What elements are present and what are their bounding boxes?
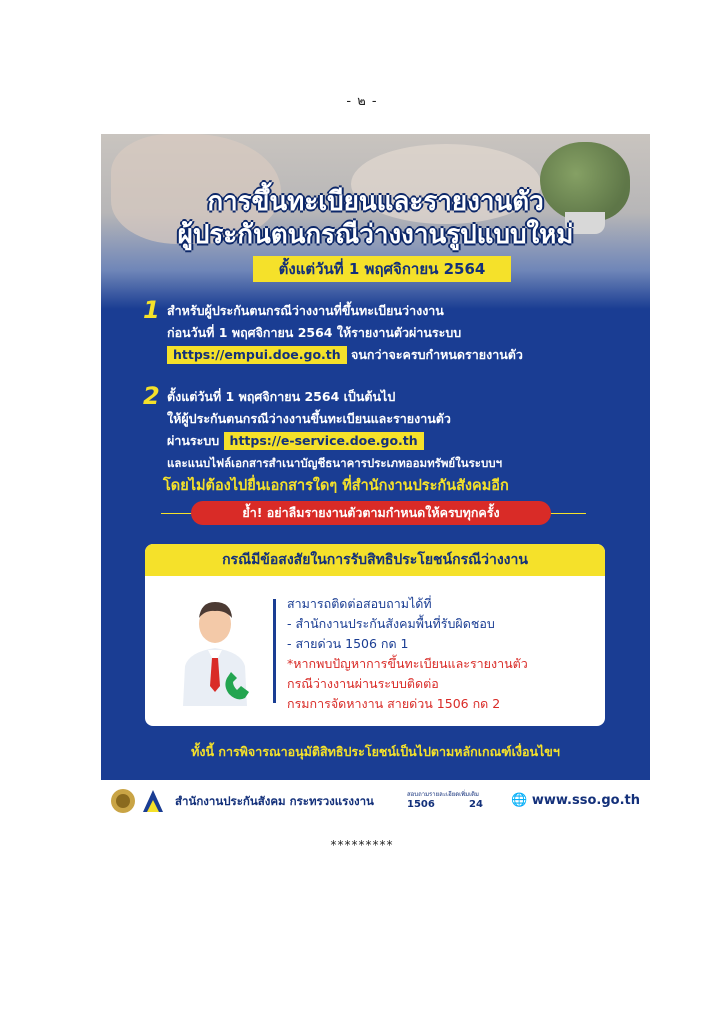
globe-icon: 🌐 [511, 793, 528, 808]
contact-note1: *หากพบปัญหาการขึ้นทะเบียนและรายงานตัว [287, 656, 528, 671]
info-poster [101, 134, 650, 822]
contact-line1: สามารถติดต่อสอบถามได้ที่ [287, 596, 432, 611]
contact-divider [273, 599, 276, 703]
item1-line3: จนกว่าจะครบกำหนดรายงานตัว [351, 347, 523, 362]
website-link[interactable] [511, 780, 640, 822]
item2-line3: ผ่านระบบ [167, 433, 220, 448]
contact-note3: กรมการจัดหางาน สายด่วน 1506 กด 2 [287, 696, 501, 711]
item2-line2: ให้ผู้ประกันตนกรณีว่างงานขึ้นทะเบียนและรายงานตัว [167, 411, 451, 426]
item1-number: 1 [143, 296, 160, 324]
poster-footer [101, 780, 650, 822]
contact-note2: กรณีว่างงานผ่านระบบติดต่อ [287, 676, 439, 691]
item1-line2: ก่อนวันที่ 1 พฤศจิกายน 2564 ให้รายงานตัวผ่านระบบ [167, 325, 462, 340]
reminder-pill: ย้ำ! อย่าลืมรายงานตัวตามกำหนดให้ครบทุกครั้ง [191, 501, 551, 525]
website-text: www.sso.go.th [531, 793, 640, 808]
poster-title-line1: การขึ้นทะเบียนและรายงานตัว [207, 187, 544, 217]
item2-number: 2 [143, 382, 160, 410]
item2-text [167, 386, 637, 474]
contact-card [145, 544, 605, 726]
contact-header: กรณีมีข้อสงสัยในการรับสิทธิประโยชน์กรณีว่างงาน [145, 544, 605, 576]
eservice-link[interactable]: https://e-service.doe.go.th [224, 432, 424, 450]
item1-line1: สำหรับผู้ประกันตนกรณีว่างงานที่ขึ้นทะเบียนว่างงาน [167, 303, 444, 318]
contact-line2: - สำนักงานประกันสังคมพื้นที่รับผิดชอบ [287, 616, 495, 631]
no-documents-highlight: โดยไม่ต้องไปยื่นเอกสารใดๆ ที่สำนักงานประกันสังคมอีก [163, 478, 509, 494]
hotline-number: 1506 [407, 799, 435, 810]
item2-line4: และแนบไฟล์เอกสารสำเนาบัญชีธนาคารประเภทออมทรัพย์ในระบบฯ [167, 456, 503, 470]
hotline-caption: สอบถามรายละเอียดเพิ่มเติม [407, 791, 479, 798]
item2-line1: ตั้งแต่วันที่ 1 พฤศจิกายน 2564 เป็นต้นไป [167, 389, 396, 404]
footer-org-name: สำนักงานประกันสังคม กระทรวงแรงงาน [175, 794, 374, 808]
sso-logo-icon [109, 786, 169, 816]
date-banner: ตั้งแต่วันที่ 1 พฤศจิกายน 2564 [253, 256, 511, 282]
contact-line3: - สายด่วน 1506 กด 1 [287, 636, 409, 651]
end-mark: ********* [330, 838, 394, 852]
officer-phone-icon [175, 596, 255, 706]
page-number: - ๒ - [346, 94, 378, 109]
item1-text [167, 300, 637, 366]
contact-details [287, 594, 597, 714]
poster-title-line2: ผู้ประกันตนกรณีว่างงานรูปแบบใหม่ [177, 220, 574, 250]
service-hours: 24 [469, 799, 483, 810]
empui-link[interactable]: https://empui.doe.go.th [167, 346, 347, 364]
bottom-note: ทั้งนี้ การพิจารณาอนุมัติสิทธิประโยชน์เป็นไปตามหลักเกณฑ์เงื่อนไขฯ [191, 744, 560, 759]
